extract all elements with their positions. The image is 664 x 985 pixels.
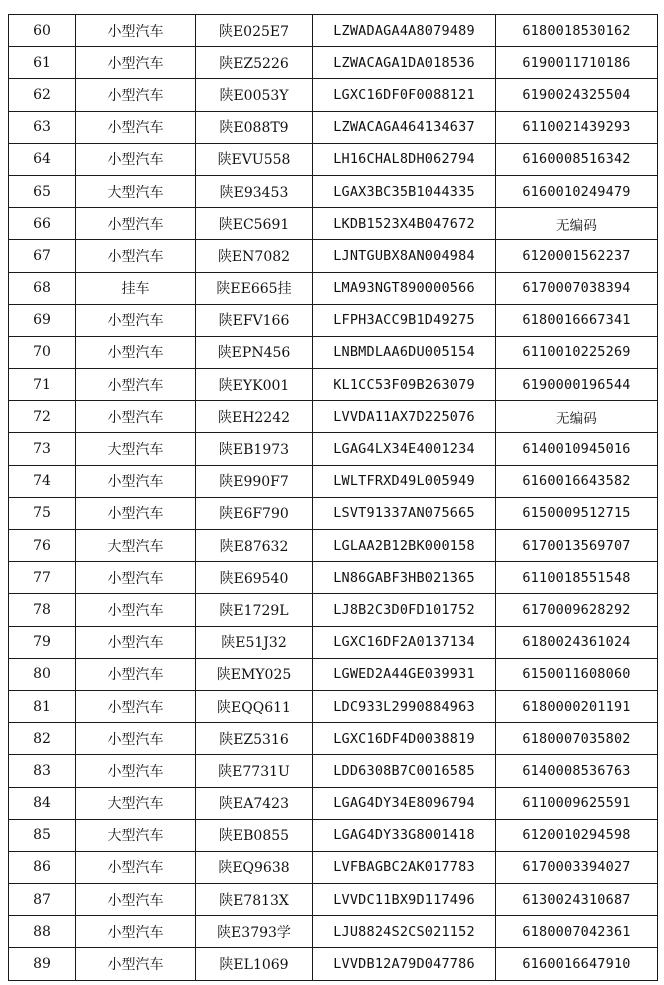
row-index-cell: 73 [9,433,76,465]
plate-number-cell: 陕E088T9 [196,111,313,143]
vehicle-type-cell: 小型汽车 [76,47,196,79]
vehicle-type-cell: 小型汽车 [76,304,196,336]
registration-code-cell: 6120010294598 [496,819,658,851]
registration-code-cell: 6180018530162 [496,15,658,47]
row-index-cell: 66 [9,208,76,240]
table-row [9,143,658,175]
plate-number-cell: 陕EQ9638 [196,851,313,883]
vin-code-cell: LGXC16DF2A0137134 [313,626,496,658]
registration-code-cell: 6170003394027 [496,851,658,883]
table-row [9,755,658,787]
vehicle-type-cell: 小型汽车 [76,369,196,401]
table-row [9,369,658,401]
vehicle-type-cell: 小型汽车 [76,851,196,883]
vehicle-type-cell: 小型汽车 [76,755,196,787]
vin-code-cell: LVVDB12A79D047786 [313,948,496,980]
vin-code-cell: LGXC16DF4D0038819 [313,723,496,755]
plate-number-cell: 陕E990F7 [196,465,313,497]
registration-code-cell: 6190011710186 [496,47,658,79]
row-index-cell: 69 [9,304,76,336]
table-row [9,304,658,336]
vin-code-cell: LGAG4DY33G8001418 [313,819,496,851]
table-row [9,851,658,883]
row-index-cell: 81 [9,690,76,722]
registration-code-cell: 6110018551548 [496,562,658,594]
vehicle-type-cell: 小型汽车 [76,79,196,111]
plate-number-cell: 陕E87632 [196,530,313,562]
row-index-cell: 63 [9,111,76,143]
table-row [9,497,658,529]
registration-code-cell: 无编码 [496,401,658,433]
vin-code-cell: LGAG4LX34E4001234 [313,433,496,465]
plate-number-cell: 陕EN7082 [196,240,313,272]
registration-code-cell: 6160010249479 [496,175,658,207]
registration-code-cell: 6180016667341 [496,304,658,336]
row-index-cell: 87 [9,884,76,916]
plate-number-cell: 陕EYK001 [196,369,313,401]
row-index-cell: 67 [9,240,76,272]
row-index-cell: 72 [9,401,76,433]
row-index-cell: 84 [9,787,76,819]
registration-code-cell: 无编码 [496,208,658,240]
vehicle-type-cell: 小型汽车 [76,723,196,755]
table-row [9,111,658,143]
row-index-cell: 65 [9,175,76,207]
vin-code-cell: LJ8B2C3D0FD101752 [313,594,496,626]
registration-code-cell: 6110010225269 [496,336,658,368]
vin-code-cell: LSVT91337AN075665 [313,497,496,529]
vehicle-type-cell: 小型汽车 [76,594,196,626]
plate-number-cell: 陕EA7423 [196,787,313,819]
vin-code-cell: LZWACAGA464134637 [313,111,496,143]
vin-code-cell: LH16CHAL8DH062794 [313,143,496,175]
plate-number-cell: 陕EMY025 [196,658,313,690]
plate-number-cell: 陕E7731U [196,755,313,787]
vehicle-type-cell: 小型汽车 [76,143,196,175]
table-row [9,240,658,272]
registration-code-cell: 6160008516342 [496,143,658,175]
vin-code-cell: LN86GABF3HB021365 [313,562,496,594]
registration-code-cell: 6140008536763 [496,755,658,787]
row-index-cell: 88 [9,916,76,948]
table-row [9,819,658,851]
vin-code-cell: LDD6308B7C0016585 [313,755,496,787]
registration-code-cell: 6140010945016 [496,433,658,465]
vehicle-type-cell: 小型汽车 [76,884,196,916]
vin-code-cell: LGAX3BC35B1044335 [313,175,496,207]
table-row [9,175,658,207]
registration-code-cell: 6190000196544 [496,369,658,401]
registration-code-cell: 6130024310687 [496,884,658,916]
row-index-cell: 80 [9,658,76,690]
plate-number-cell: 陕EC5691 [196,208,313,240]
vehicle-type-cell: 大型汽车 [76,433,196,465]
vehicle-type-cell: 大型汽车 [76,530,196,562]
vin-code-cell: LZWADAGA4A8079489 [313,15,496,47]
vin-code-cell: LKDB1523X4B047672 [313,208,496,240]
registration-code-cell: 6180000201191 [496,690,658,722]
vin-code-cell: LVVDA11AX7D225076 [313,401,496,433]
registration-code-cell: 6190024325504 [496,79,658,111]
row-index-cell: 89 [9,948,76,980]
plate-number-cell: 陕EZ5316 [196,723,313,755]
plate-number-cell: 陕E025E7 [196,15,313,47]
registration-code-cell: 6150009512715 [496,497,658,529]
vehicle-table [8,14,658,981]
plate-number-cell: 陕EL1069 [196,948,313,980]
row-index-cell: 64 [9,143,76,175]
row-index-cell: 86 [9,851,76,883]
registration-code-cell: 6110021439293 [496,111,658,143]
plate-number-cell: 陕E93453 [196,175,313,207]
vehicle-table-body [9,15,658,981]
vin-code-cell: LGLAA2B12BK000158 [313,530,496,562]
vin-code-cell: LGXC16DF0F0088121 [313,79,496,111]
table-row [9,884,658,916]
vin-code-cell: LGWED2A44GE039931 [313,658,496,690]
row-index-cell: 82 [9,723,76,755]
vehicle-type-cell: 小型汽车 [76,690,196,722]
table-row [9,47,658,79]
table-row [9,15,658,47]
plate-number-cell: 陕EZ5226 [196,47,313,79]
table-row [9,336,658,368]
plate-number-cell: 陕E6F790 [196,497,313,529]
row-index-cell: 74 [9,465,76,497]
plate-number-cell: 陕E7813X [196,884,313,916]
vin-code-cell: LWLTFRXD49L005949 [313,465,496,497]
row-index-cell: 60 [9,15,76,47]
row-index-cell: 62 [9,79,76,111]
table-row [9,401,658,433]
vehicle-type-cell: 小型汽车 [76,948,196,980]
registration-code-cell: 6150011608060 [496,658,658,690]
table-row [9,787,658,819]
vehicle-type-cell: 小型汽车 [76,497,196,529]
vehicle-type-cell: 小型汽车 [76,401,196,433]
row-index-cell: 77 [9,562,76,594]
table-row [9,626,658,658]
plate-number-cell: 陕EPN456 [196,336,313,368]
vin-code-cell: LMA93NGT890000566 [313,272,496,304]
vehicle-type-cell: 小型汽车 [76,626,196,658]
plate-number-cell: 陕E3793学 [196,916,313,948]
plate-number-cell: 陕E51J32 [196,626,313,658]
vehicle-type-cell: 小型汽车 [76,111,196,143]
plate-number-cell: 陕EE665挂 [196,272,313,304]
vin-code-cell: LJU8824S2CS021152 [313,916,496,948]
plate-number-cell: 陕EH2242 [196,401,313,433]
row-index-cell: 61 [9,47,76,79]
registration-code-cell: 6120001562237 [496,240,658,272]
vin-code-cell: LJNTGUBX8AN004984 [313,240,496,272]
row-index-cell: 71 [9,369,76,401]
vehicle-type-cell: 小型汽车 [76,240,196,272]
table-row [9,690,658,722]
table-row [9,658,658,690]
vin-code-cell: LVVDC11BX9D117496 [313,884,496,916]
vehicle-type-cell: 小型汽车 [76,916,196,948]
vin-code-cell: LZWACAGA1DA018536 [313,47,496,79]
registration-code-cell: 6110009625591 [496,787,658,819]
registration-code-cell: 6170007038394 [496,272,658,304]
vin-code-cell: LGAG4DY34E8096794 [313,787,496,819]
vehicle-type-cell: 大型汽车 [76,175,196,207]
table-row [9,948,658,980]
registration-code-cell: 6180007035802 [496,723,658,755]
registration-code-cell: 6180007042361 [496,916,658,948]
row-index-cell: 76 [9,530,76,562]
plate-number-cell: 陕E0053Y [196,79,313,111]
table-row [9,433,658,465]
plate-number-cell: 陕E1729L [196,594,313,626]
plate-number-cell: 陕EVU558 [196,143,313,175]
vehicle-type-cell: 小型汽车 [76,465,196,497]
vehicle-type-cell: 小型汽车 [76,562,196,594]
vin-code-cell: LDC933L2990884963 [313,690,496,722]
vehicle-type-cell: 大型汽车 [76,787,196,819]
table-row [9,530,658,562]
table-row [9,79,658,111]
plate-number-cell: 陕EB1973 [196,433,313,465]
plate-number-cell: 陕EQQ611 [196,690,313,722]
plate-number-cell: 陕EFV166 [196,304,313,336]
registration-code-cell: 6180024361024 [496,626,658,658]
table-row [9,208,658,240]
row-index-cell: 83 [9,755,76,787]
table-row [9,916,658,948]
vehicle-type-cell: 小型汽车 [76,658,196,690]
plate-number-cell: 陕E69540 [196,562,313,594]
vin-code-cell: LNBMDLAA6DU005154 [313,336,496,368]
row-index-cell: 79 [9,626,76,658]
table-row [9,594,658,626]
table-row [9,723,658,755]
table-row [9,272,658,304]
vin-code-cell: KL1CC53F09B263079 [313,369,496,401]
row-index-cell: 68 [9,272,76,304]
row-index-cell: 75 [9,497,76,529]
vin-code-cell: LVFBAGBC2AK017783 [313,851,496,883]
vehicle-type-cell: 小型汽车 [76,15,196,47]
registration-code-cell: 6160016647910 [496,948,658,980]
registration-code-cell: 6170013569707 [496,530,658,562]
plate-number-cell: 陕EB0855 [196,819,313,851]
row-index-cell: 85 [9,819,76,851]
registration-code-cell: 6170009628292 [496,594,658,626]
row-index-cell: 70 [9,336,76,368]
vin-code-cell: LFPH3ACC9B1D49275 [313,304,496,336]
table-row [9,562,658,594]
vehicle-type-cell: 大型汽车 [76,819,196,851]
table-row [9,465,658,497]
registration-code-cell: 6160016643582 [496,465,658,497]
vehicle-type-cell: 小型汽车 [76,336,196,368]
vehicle-type-cell: 小型汽车 [76,208,196,240]
row-index-cell: 78 [9,594,76,626]
vehicle-type-cell: 挂车 [76,272,196,304]
